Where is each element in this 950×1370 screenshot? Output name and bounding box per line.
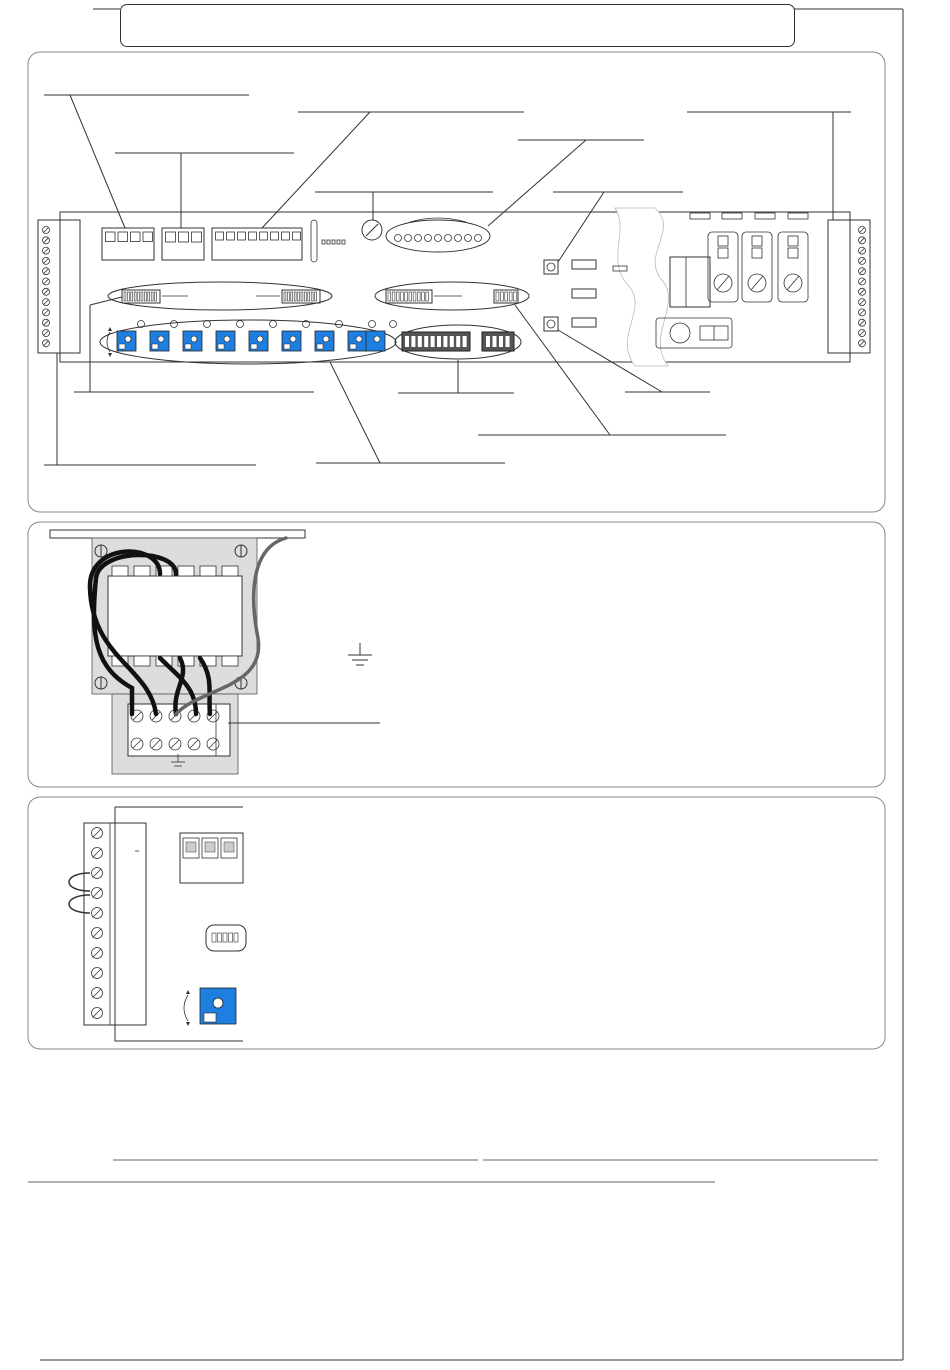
dip-toggle [405, 336, 409, 347]
dip-toggle [506, 336, 510, 347]
bargraph-segment [141, 292, 143, 301]
test-point [270, 321, 277, 328]
dip-switch-4 [482, 332, 514, 351]
bargraph-segment [401, 292, 404, 301]
bargraph-segment [514, 292, 517, 301]
relay-pin [134, 566, 150, 576]
dip-toggle [418, 336, 422, 347]
led-bank [386, 218, 490, 252]
bargraph-segment [291, 292, 293, 301]
terminal-detail-panel [0, 793, 950, 1053]
bargraph-segment [134, 292, 136, 301]
rotation-arrow-icon [184, 990, 190, 1026]
connector-pin [106, 232, 116, 242]
test-point [237, 321, 244, 328]
rotary-switch [708, 232, 738, 302]
ground-icon [348, 643, 372, 665]
dip-toggle [424, 336, 428, 347]
relay-pin [112, 566, 128, 576]
rotary-switch [742, 232, 772, 302]
connector-pin [238, 232, 246, 240]
relay-wiring-panel [0, 518, 950, 798]
dip-toggle [437, 336, 441, 347]
connector-3pin [162, 228, 204, 260]
connector-pin [192, 232, 202, 242]
led [405, 235, 412, 242]
bargraph-segment [311, 292, 313, 301]
bargraph-segment [426, 292, 429, 301]
bargraph-segment [229, 933, 233, 942]
bargraph-segment [151, 292, 153, 301]
connector-pin [166, 232, 176, 242]
bargraph-segment [218, 933, 222, 942]
pushbutton-lower [544, 317, 558, 331]
relay-pin [222, 656, 238, 666]
led [455, 235, 462, 242]
connector-pin [260, 232, 268, 240]
connector-pin [249, 232, 257, 240]
callout-lines [44, 95, 851, 465]
relay-pin [200, 566, 216, 576]
bargraph-segment [496, 292, 499, 301]
bargraph-segment [392, 292, 395, 301]
bargraph-segment [131, 292, 133, 301]
bargraph-segment [422, 292, 425, 301]
bargraph-segment [413, 292, 416, 301]
bargraph-segment [127, 292, 129, 301]
potentiometer-icon [200, 988, 236, 1024]
bargraph-segment [301, 292, 303, 301]
bargraph-segment [509, 292, 512, 301]
bargraph-segment [417, 292, 420, 301]
bargraph-segment [409, 292, 412, 301]
bargraph-segment [144, 292, 146, 301]
dip-toggle [499, 336, 503, 347]
bargraph-segment [294, 292, 296, 301]
relay [108, 566, 242, 666]
connector-pin [143, 232, 153, 242]
connector-pin [227, 232, 235, 240]
relay-pin [134, 656, 150, 666]
bargraph-segment [505, 292, 508, 301]
bargraph-segment [500, 292, 503, 301]
bargraph-segment [223, 933, 227, 942]
bargraph-segment [124, 292, 126, 301]
relay-pin [222, 566, 238, 576]
connector-4pin [102, 228, 154, 260]
connector-8pin [212, 228, 302, 260]
connector-pin [282, 232, 290, 240]
rotary-switch [778, 232, 808, 302]
led [465, 235, 472, 242]
led [445, 235, 452, 242]
bargraph-segment [212, 933, 216, 942]
rotation-arrow-icon [107, 327, 112, 357]
bargraph-segment [396, 292, 399, 301]
dip-toggle [450, 336, 454, 347]
dip-toggle [431, 336, 435, 347]
bargraph-segment [155, 292, 157, 301]
right-terminal-block [828, 220, 870, 353]
board-cutaway [615, 208, 669, 366]
board-diagram-panel [0, 0, 950, 520]
bargraph-segment [298, 292, 300, 301]
led [475, 235, 482, 242]
bargraph-segment [287, 292, 289, 301]
led [435, 235, 442, 242]
led [395, 235, 402, 242]
bargraph-segment [284, 292, 286, 301]
relay-pin [178, 566, 194, 576]
dip-toggle [486, 336, 490, 347]
led [415, 235, 422, 242]
dip-toggle [456, 336, 460, 347]
test-point [369, 321, 376, 328]
bargraph-segment [308, 292, 310, 301]
dip-switch-10 [402, 332, 470, 351]
connector-pin [271, 232, 279, 240]
connector-pin [216, 232, 224, 240]
dip-toggle [443, 336, 447, 347]
bargraph-segment [138, 292, 140, 301]
fuse-icon [362, 220, 382, 240]
left-terminal-block [38, 220, 80, 353]
dip-toggle [463, 336, 467, 347]
bargraph-segment [405, 292, 408, 301]
bargraph-segment [388, 292, 391, 301]
dip-toggle [411, 336, 415, 347]
test-point [171, 321, 178, 328]
test-point [204, 321, 211, 328]
test-point [390, 321, 397, 328]
connector-pin [118, 232, 128, 242]
pushbutton-upper [544, 260, 558, 274]
led [425, 235, 432, 242]
bargraph-segment [148, 292, 150, 301]
bargraph-segment [234, 933, 238, 942]
connector-pin [179, 232, 189, 242]
connector-pin [293, 232, 301, 240]
bargraph-segment [315, 292, 317, 301]
bargraph-segment [304, 292, 306, 301]
connector-pin [131, 232, 141, 242]
dip-toggle [493, 336, 497, 347]
